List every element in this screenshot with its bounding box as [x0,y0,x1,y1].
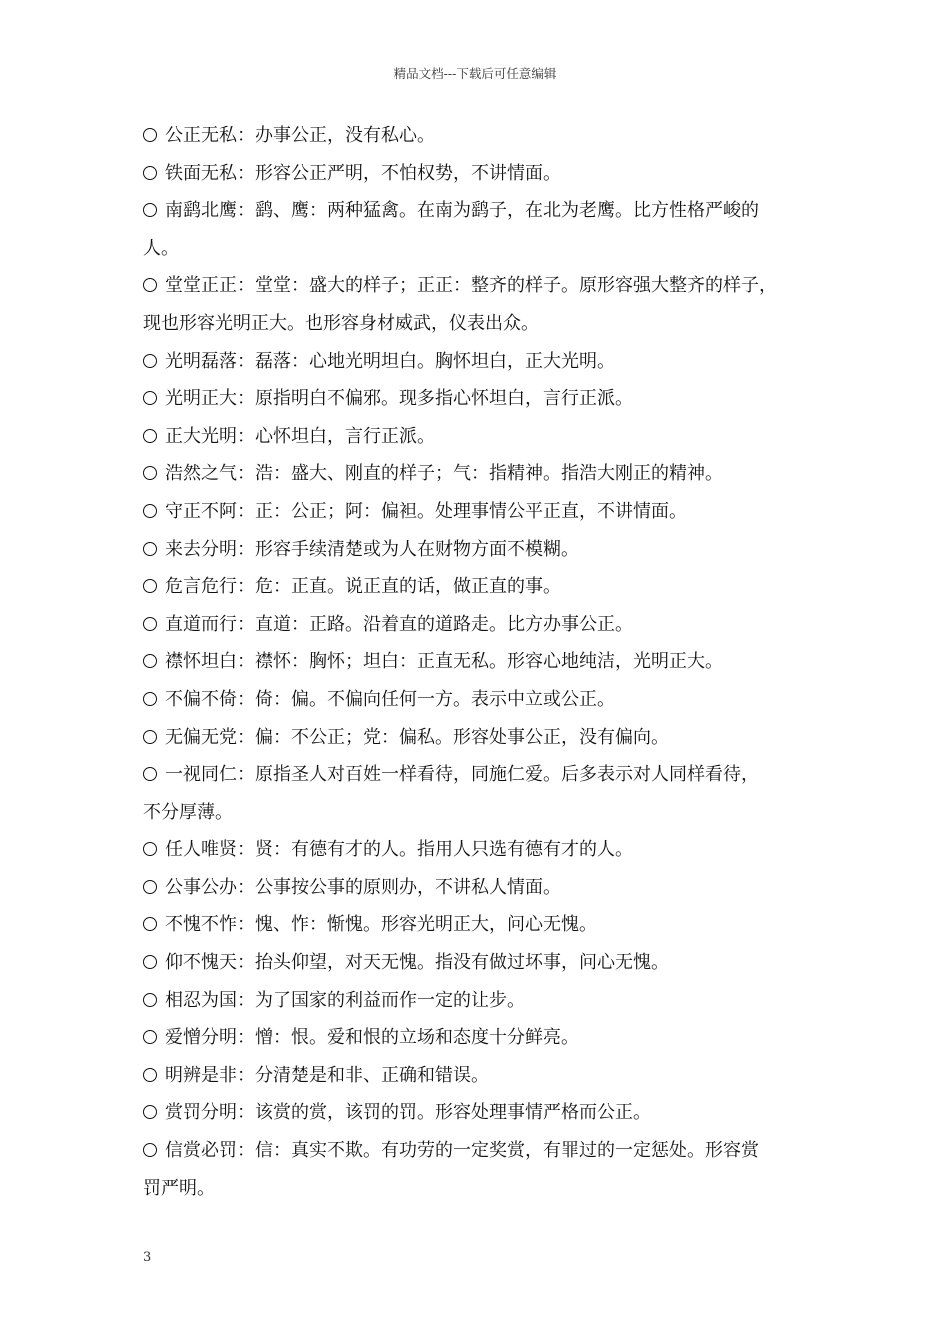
list-item [143,267,823,305]
page-header: 精品文档---下载后可任意编辑 [393,66,557,81]
list-item [143,418,823,456]
list-item [143,869,823,907]
idiom-term: 守正不阿： [165,500,255,522]
circle-bullet-icon [143,166,157,180]
idiom-definition: 偏：不公正；党：偏私。形容处事公正，没有偏向。 [255,726,669,748]
idiom-term: 明辨是非： [165,1064,255,1086]
idiom-term: 光明正大： [165,388,255,410]
idiom-definition-continuation: 罚严明。 [143,1177,215,1199]
list-item [143,756,823,794]
idiom-definition: 抬头仰望，对天无愧。指没有做过坏事，问心无愧。 [255,952,669,974]
list-item [143,643,823,681]
circle-bullet-icon [143,880,157,894]
list-item [143,117,823,155]
idiom-term: 相忍为国： [165,989,255,1011]
circle-bullet-icon [143,955,157,969]
list-item [143,155,823,193]
circle-bullet-icon [143,203,157,217]
circle-bullet-icon [143,504,157,518]
circle-bullet-icon [143,354,157,368]
idiom-definition-continuation: 人。 [143,237,179,259]
circle-bullet-icon [143,278,157,292]
circle-bullet-icon [143,692,157,706]
circle-bullet-icon [143,917,157,931]
list-item [143,944,823,982]
circle-bullet-icon [143,128,157,142]
idiom-definition: 正：公正；阿：偏袒。处理事情公平正直，不讲情面。 [255,500,687,522]
circle-bullet-icon [143,730,157,744]
idiom-definition: 憎：恨。爱和恨的立场和态度十分鲜亮。 [255,1027,579,1049]
idiom-term: 公正无私： [165,125,255,146]
idiom-definition: 分清楚是和非、正确和错误。 [255,1064,489,1086]
list-item [143,906,823,944]
idiom-term: 任人唯贤： [165,839,255,861]
idiom-definition-continuation: 不分厚薄。 [143,801,233,823]
idiom-term: 南鹞北鹰： [165,200,255,222]
idiom-definition: 原指明白不偏邪。现多指心怀坦白，言行正派。 [255,388,633,410]
idiom-definition: 该赏的赏，该罚的罚。形容处理事情严格而公正。 [255,1102,651,1124]
circle-bullet-icon [143,1068,157,1082]
idiom-definition-continuation: 现也形容光明正大。也形容身材威武，仪表出众。 [143,312,539,334]
circle-bullet-icon [143,993,157,1007]
page-number: 3 [143,1250,152,1265]
idiom-definition: 襟怀：胸怀；坦白：正直无私。形容心地纯洁，光明正大。 [255,651,723,673]
idiom-term: 赏罚分明： [165,1102,255,1124]
list-item [143,982,823,1020]
idiom-term: 来去分明： [165,538,255,560]
circle-bullet-icon [143,391,157,405]
idiom-term: 襟怀坦白： [165,651,255,673]
idiom-term: 不愧不怍： [165,914,255,936]
idiom-definition: 为了国家的利益而作一定的让步。 [255,989,525,1011]
idiom-term: 铁面无私： [165,162,255,184]
circle-bullet-icon [143,1030,157,1044]
circle-bullet-icon [143,429,157,443]
idiom-definition: 堂堂：盛大的样子；正正：整齐的样子。原形容强大整齐的样子， [255,275,777,297]
idiom-definition: 浩：盛大、刚直的样子；气：指精神。指浩大刚正的精神。 [255,463,723,485]
idiom-term: 无偏无党： [165,726,255,748]
circle-bullet-icon [143,767,157,781]
idiom-definition: 磊落：心地光明坦白。胸怀坦白，正大光明。 [255,350,615,372]
idiom-definition: 贤：有德有才的人。指用人只选有德有才的人。 [255,839,633,861]
list-item [143,1094,823,1132]
circle-bullet-icon [143,1105,157,1119]
idiom-definition: 形容手续清楚或为人在财物方面不模糊。 [255,538,579,560]
idiom-definition: 形容公正严明，不怕权势，不讲情面。 [255,162,561,184]
circle-bullet-icon [143,842,157,856]
idiom-definition: 心怀坦白，言行正派。 [255,425,435,447]
idiom-definition: 倚：偏。不偏向任何一方。表示中立或公正。 [255,688,615,710]
list-item [143,1132,823,1170]
list-item [143,568,823,606]
list-item [143,343,823,381]
idiom-definition: 危：正直。说正直的话，做正直的事。 [255,576,561,598]
list-item [143,1057,823,1095]
idiom-definition: 办事公正，没有私心。 [255,125,435,146]
idiom-term: 仰不愧天： [165,952,255,974]
list-item [143,606,823,644]
idiom-list [143,117,823,1207]
idiom-definition: 原指圣人对百姓一样看待，同施仁爱。后多表示对人同样看待， [255,764,759,786]
idiom-term: 堂堂正正： [165,275,255,297]
list-item [143,493,823,531]
idiom-definition: 公事按公事的原则办，不讲私人情面。 [255,876,561,898]
idiom-term: 公事公办： [165,876,255,898]
idiom-term: 正大光明： [165,425,255,447]
list-item [143,831,823,869]
list-item [143,719,823,757]
circle-bullet-icon [143,654,157,668]
circle-bullet-icon [143,466,157,480]
list-item [143,455,823,493]
idiom-term: 危言危行： [165,576,255,598]
list-item [143,531,823,569]
idiom-definition: 愧、怍：惭愧。形容光明正大，问心无愧。 [255,914,597,936]
idiom-definition: 鹞、鹰：两种猛禽。在南为鹞子，在北为老鹰。比方性格严峻的 [255,200,759,222]
circle-bullet-icon [143,579,157,593]
list-item [143,380,823,418]
circle-bullet-icon [143,617,157,631]
list-item [143,681,823,719]
idiom-term: 直道而行： [165,613,255,635]
circle-bullet-icon [143,542,157,556]
idiom-term: 浩然之气： [165,463,255,485]
idiom-term: 不偏不倚： [165,688,255,710]
idiom-definition: 信：真实不欺。有功劳的一定奖赏，有罪过的一定惩处。形容赏 [255,1140,759,1162]
idiom-term: 光明磊落： [165,350,255,372]
idiom-term: 爱憎分明： [165,1027,255,1049]
idiom-definition: 直道：正路。沿着直的道路走。比方办事公正。 [255,613,633,635]
idiom-term: 信赏必罚： [165,1140,255,1162]
list-item [143,1019,823,1057]
list-item [143,192,823,230]
circle-bullet-icon [143,1143,157,1157]
idiom-term: 一视同仁： [165,764,255,786]
